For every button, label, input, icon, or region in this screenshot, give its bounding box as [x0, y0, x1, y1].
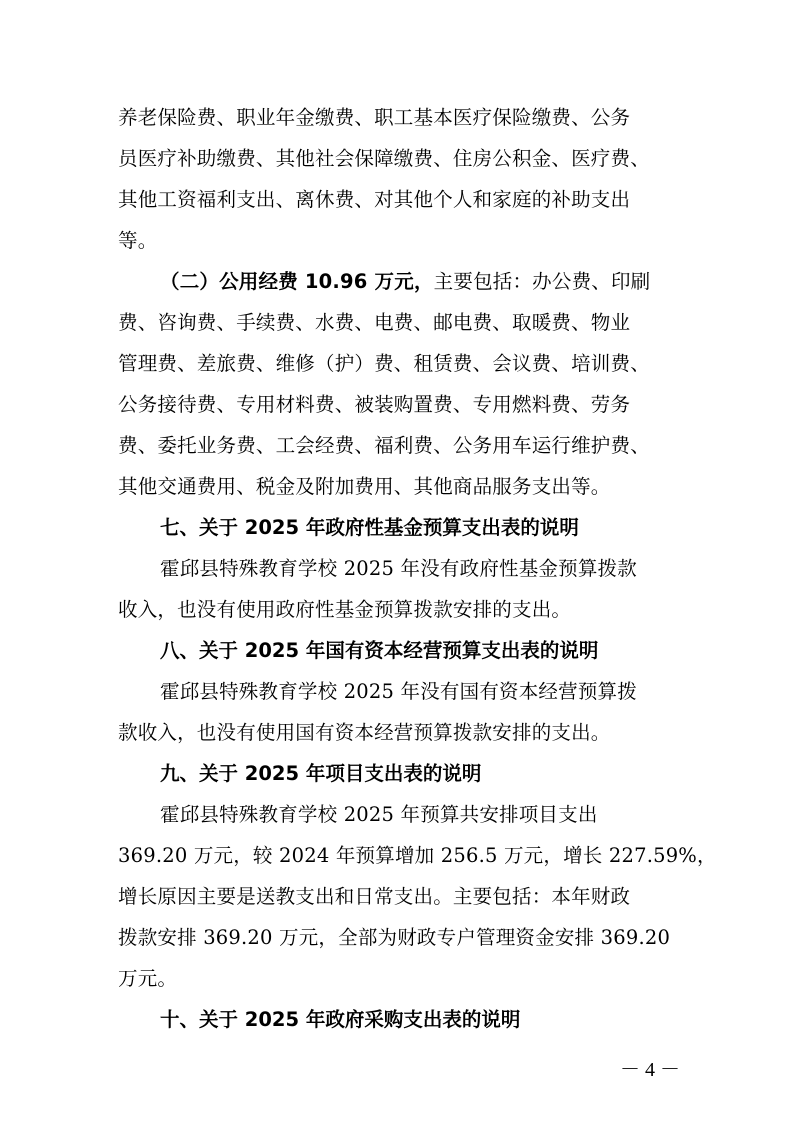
body-text-line: 霍邱县特殊教育学校 2025 年没有国有资本经营预算拨	[160, 680, 637, 703]
section-heading: 七、关于 2025 年政府性基金预算支出表的说明	[160, 516, 579, 539]
body-text-line: 员医疗补助缴费、其他社会保障缴费、住房公积金、医疗费、	[118, 147, 650, 170]
body-text-line: 其他工资福利支出、离休费、对其他个人和家庭的补助支出	[118, 188, 631, 211]
body-text-line: 款收入，也没有使用国有资本经营预算拨款安排的支出。	[118, 721, 611, 744]
body-text-line: 养老保险费、职业年金缴费、职工基本医疗保险缴费、公务	[118, 106, 631, 129]
body-text-line: 霍邱县特殊教育学校 2025 年没有政府性基金预算拨款	[160, 557, 637, 580]
public-funds-lead: （二）公用经费 10.96 万元，	[160, 270, 434, 293]
body-text-line: 等。	[118, 229, 158, 252]
body-text-line: 369.20 万元，较 2024 年预算增加 256.5 万元，增长 227.59%，	[118, 844, 717, 867]
body-text-line: 增长原因主要是送教支出和日常支出。主要包括：本年财政	[118, 885, 631, 908]
body-text-line: 费、委托业务费、工会经费、福利费、公务用车运行维护费、	[118, 434, 650, 457]
page-number: － 4 －	[620, 1059, 680, 1081]
public-funds-first-rest: 主要包括：办公费、印刷	[433, 270, 651, 293]
section-heading: 九、关于 2025 年项目支出表的说明	[160, 762, 482, 785]
body-text-line: 费、咨询费、手续费、水费、电费、邮电费、取暖费、物业	[118, 311, 631, 334]
body-text-line: 其他交通费用、税金及附加费用、其他商品服务支出等。	[118, 475, 611, 498]
public-funds-first-line	[160, 270, 680, 294]
body-text-line: 万元。	[118, 967, 178, 990]
section-heading: 十、关于 2025 年政府采购支出表的说明	[160, 1008, 521, 1031]
body-text-line: 管理费、差旅费、维修（护）费、租赁费、会议费、培训费、	[118, 352, 650, 375]
body-text-line: 拨款安排 369.20 万元，全部为财政专户管理资金安排 369.20	[118, 926, 671, 949]
section-heading: 八、关于 2025 年国有资本经营预算支出表的说明	[160, 639, 599, 662]
body-text-line: 收入，也没有使用政府性基金预算拨款安排的支出。	[118, 598, 572, 621]
body-text-line: 霍邱县特殊教育学校 2025 年预算共安排项目支出	[160, 803, 598, 826]
body-text-line: 公务接待费、专用材料费、被装购置费、专用燃料费、劳务	[118, 393, 631, 416]
